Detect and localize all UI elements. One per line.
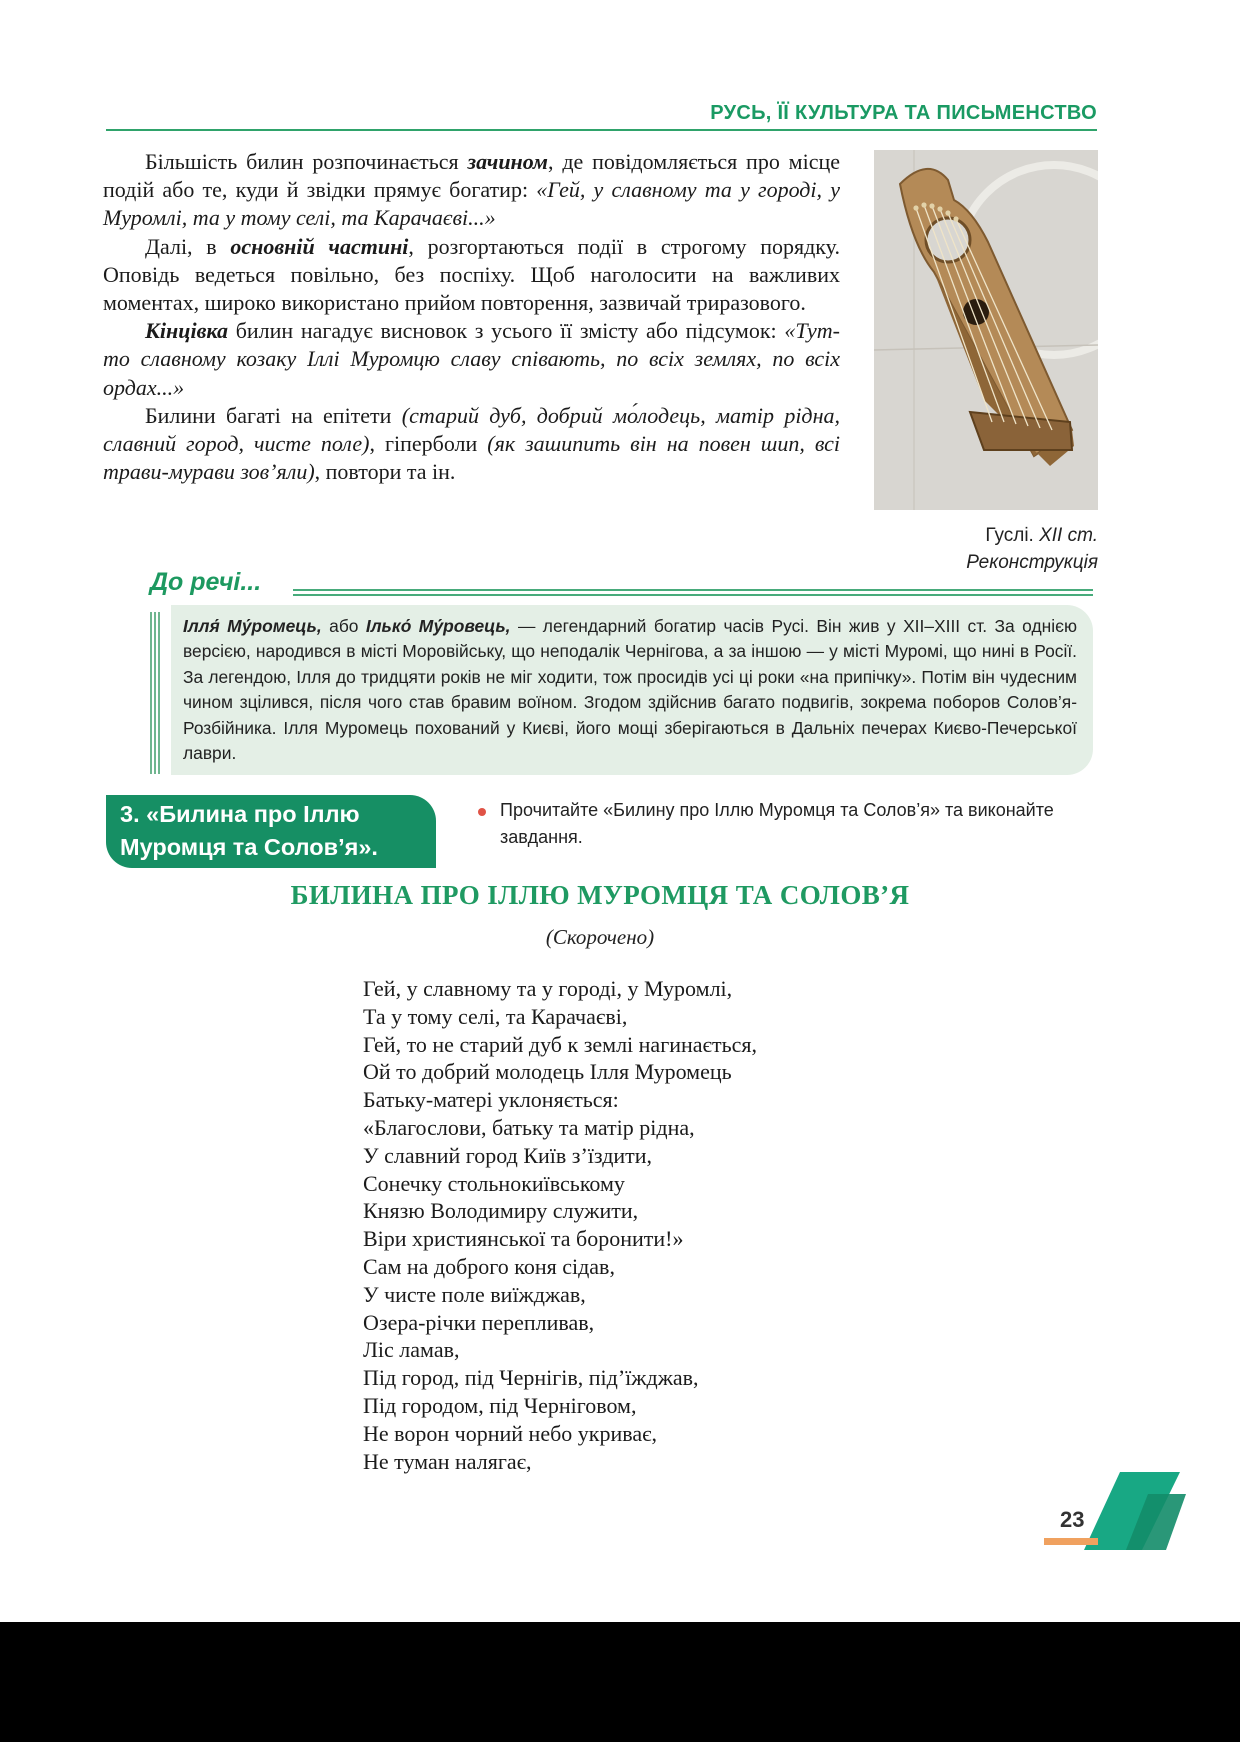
page-number-underline	[1044, 1538, 1098, 1545]
term-main-part: основній частині	[230, 233, 409, 259]
note-box-title-rule	[293, 589, 1093, 596]
poem-line: Сам на доброго коня сідав,	[363, 1253, 615, 1279]
running-head: РУСЬ, ЇЇ КУЛЬТУРА ТА ПИСЬМЕНСТВО	[710, 102, 1097, 124]
task-instruction: Прочитайте «Билину про Іллю Муромця та Солов’я» та виконайте завдання.	[478, 797, 1098, 851]
poem-line: Та у тому селі, та Карачаєві,	[363, 1003, 628, 1029]
poem-line: У славний город Київ з’їздити,	[363, 1142, 653, 1168]
paragraph-zachyn: Більшість билин розпочинається зачином, де повідомляється про місце подій або те, куди й звідки прямує богатир: «Гей, у славному та у городі, у Муромлі, та у тому селі, та Карачаєві...»	[103, 149, 840, 231]
poem-line: У чисте поле виїжджав,	[363, 1281, 586, 1307]
term-ending: Кінцівка	[145, 318, 229, 344]
note-name-ilko: Ілько́ Му́ровець,	[365, 616, 511, 636]
intro-text	[103, 148, 840, 486]
section-heading: 3. «Билина про Іллю Муромця та Солов’я».	[106, 795, 436, 868]
page-number: 23	[1060, 1507, 1085, 1532]
poem-line: Гей, у славному та у городі, у Муромлі,	[363, 976, 733, 1001]
note-box-stripes	[150, 612, 160, 774]
poem-line: Гей, то не старий дуб к землі нагинається,	[363, 1031, 758, 1057]
poem-line: Князю Володимиру служити,	[363, 1198, 639, 1224]
poem-line: Під городом, під Черніговом,	[363, 1392, 637, 1418]
poem	[363, 975, 757, 1475]
poem-line: Віри християнської та боронити!»	[363, 1226, 684, 1252]
note-box: Ілля́ Му́ромець, або Ілько́ Му́ровець, — легендарний богатир часів Русі. Він жив у XII–XIII ст. За однією версією, народився в місті Моровійську, що неподалік Чернігова, а за іншою — у місті Муромі, що нині в Росії. За легендою, Ілля до тридцяти років не міг ходити, тож просидів усі ці роки «на припічку». Потім він чудесним чином зцілився, після чого став бравим воїном. Згодом здійснив багато подвигів, зокрема поборов Солов’я-Розбійника. Ілля Муромець похований у Києві, його мощі зберігаються в Дальніх печерах Києво-Печерської лаври.	[171, 605, 1093, 775]
quote-ending: «Тут-то славному козаку Іллі Муромцю славу співають, по всіх землях, по всіх ордах...»	[103, 318, 840, 400]
poem-line: Сонечку стольнокиївському	[363, 1170, 625, 1196]
header-rule	[106, 129, 1097, 131]
poem-line: Не ворон чорний небо укриває,	[363, 1420, 658, 1446]
poem-line: «Благослови, батьку та матір рідна,	[363, 1114, 695, 1140]
quote-zachyn: «Гей, у славному та у городі, у Муромлі, та у тому селі, та Карачаєві...»	[103, 177, 840, 231]
bylyna-subtitle: (Скорочено)	[545, 925, 655, 949]
poem-line: Батьку-матері уклоняється:	[363, 1087, 619, 1113]
epithets-examples: (старий дуб, добрий мо́лодець, матір рідна, славний город, чисте поле)	[103, 402, 840, 457]
hyperbole-examples: (як зашипить він на повен шип, всі трави-мурави зов’яли)	[103, 431, 840, 485]
note-box-title: До речі...	[150, 568, 262, 596]
poem-line: Ліс ламав,	[363, 1337, 460, 1363]
bylyna-title: БИЛИНА ПРО ІЛЛЮ МУРОМЦЯ ТА СОЛОВ’Я	[290, 880, 910, 910]
note-body-text: — легендарний богатир часів Русі. Він жив у XII–XIII ст. За однією версією, народився в місті Моровійську, що неподалік Чернігова, а за іншою — у місті Муромі, що нині в Росії. За легендою, Ілля до тридцяти років не міг ходити, тож просидів усі ці роки «на припічку». Потім він чудесним чином зцілився, після чого став бравим воїном. Згодом здійснив багато подвигів, зокрема поборов Солов’я-Розбійника. Ілля Муромець похований у Києві, його мощі зберігаються в Дальніх печерах Києво-Печерської лаври.	[183, 616, 1077, 764]
poem-line: Озера-річки перепливав,	[363, 1309, 595, 1335]
note-name-illia: Ілля́ Му́ромець,	[183, 616, 322, 636]
poem-line: Під город, під Чернігів, під’їжджав,	[363, 1365, 699, 1391]
bullet-icon	[478, 808, 486, 816]
paragraph-ending: Кінцівка билин нагадує висновок з усього її змісту або підсумок: «Тут-то славному козаку Іллі Муромцю славу співають, по всіх землях, по всіх ордах...»	[103, 318, 840, 400]
paragraph-devices: Билини багаті на епітети (старий дуб, добрий мо́лодець, матір рідна, славний город, чисте поле), гіперболи (як зашипить він на повен шип, всі трави-мурави зов’яли), повтори та ін.	[103, 402, 840, 485]
figure-caption: Гуслі. XII ст. Реконструкція	[966, 525, 1098, 573]
gusli-photo	[874, 150, 1098, 510]
paragraph-main-part: Далі, в основній частині, розгортаються події в строгому порядку. Оповідь ведеться повільно, без поспіху. Щоб наголосити на важливих моментах, широко використано прийом повторення, зазвичай триразового.	[103, 233, 840, 316]
poem-line: Ой то добрий молодець Ілля Муромець	[363, 1059, 732, 1085]
term-zachyn: зачином	[467, 149, 549, 174]
poem-line: Не туман налягає,	[363, 1448, 532, 1474]
